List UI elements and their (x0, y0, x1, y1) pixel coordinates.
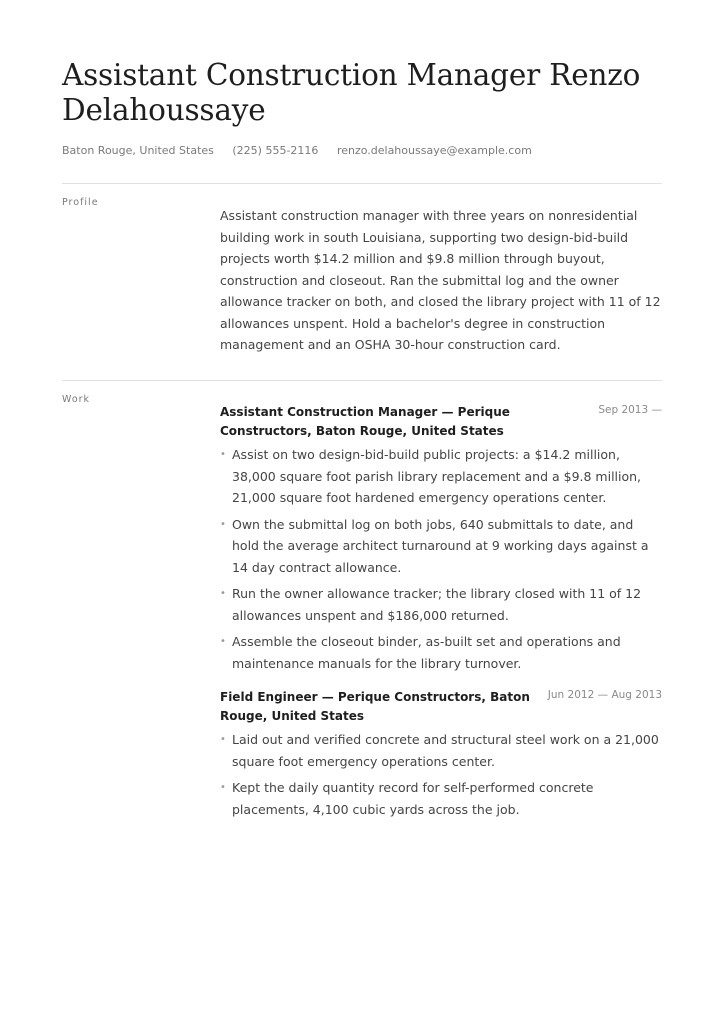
bullet-text: Own the submittal log on both jobs, 640 submittals to date, and hold the average architect turnaround at 9 working days against a 14 day contract allowance. (232, 516, 649, 575)
job-entry (220, 403, 662, 674)
section-label-work: Work (62, 394, 91, 405)
bullet-icon: • (220, 782, 226, 793)
email-text: renzo.delahoussaye@example.com (336, 144, 532, 157)
job-entry (220, 688, 662, 820)
bullet-icon: • (220, 734, 226, 745)
job-title: Field Engineer — Perique Constructors, Baton Rouge, United States (220, 690, 530, 723)
bullet-item (220, 777, 662, 820)
job-header (220, 403, 662, 440)
divider-profile (62, 183, 662, 184)
contact-line (62, 144, 662, 158)
profile-summary: Assistant construction manager with three years on nonresidential building work in south Louisiana, supporting two design-bid-build projects worth $14.2 million and $9.8 million through buyout, construction and closeout. Ran the submittal log and the owner allowance tracker on both, and closed the library project with 11 of 12 allowances unspent. Hold a bachelor's degree in construction management and an OSHA 30-hour construction card. (220, 208, 661, 352)
section-label-profile: Profile (62, 197, 99, 208)
bullet-text: Laid out and verified concrete and structural steel work on a 21,000 square foot emergency operations center. (232, 732, 659, 769)
bullet-icon: • (220, 636, 226, 647)
job-title: Assistant Construction Manager — Perique Constructors, Baton Rouge, United States (220, 405, 510, 438)
job-dates: Sep 2013 — (598, 404, 662, 416)
bullet-item (220, 729, 662, 772)
page-title: Assistant Construction Manager Renzo Delahoussaye (62, 58, 641, 127)
job-bullets (220, 729, 662, 820)
bullet-icon: • (220, 588, 226, 599)
bullet-icon: • (220, 449, 226, 460)
job-dates: Jun 2012 — Aug 2013 (547, 689, 662, 701)
location-text: Baton Rouge, United States (62, 144, 214, 157)
bullet-item (220, 583, 662, 626)
phone-text: (225) 555-2116 (232, 144, 319, 157)
work-section (220, 403, 662, 834)
divider-work (62, 380, 662, 381)
bullet-item (220, 444, 662, 509)
bullet-icon: • (220, 518, 226, 530)
job-header (220, 688, 662, 725)
bullet-text: Kept the daily quantity record for self-performed concrete placements, 4,100 cubic yards across the job. (232, 780, 594, 817)
bullet-item (220, 514, 662, 579)
bullet-text: Assemble the closeout binder, as-built set and operations and maintenance manuals for the library turnover. (232, 634, 621, 671)
bullet-text: Assist on two design-bid-build public projects: a $14.2 million, 38,000 square foot parish library replacement and a $9.8 million, 21,000 square foot hardened emergency operations center. (232, 447, 642, 505)
job-bullets (220, 444, 662, 674)
bullet-item (220, 631, 662, 674)
profile-section (220, 205, 662, 356)
bullet-text: Run the owner allowance tracker; the library closed with 11 of 12 allowances unspent and $186,000 returned. (232, 586, 642, 623)
